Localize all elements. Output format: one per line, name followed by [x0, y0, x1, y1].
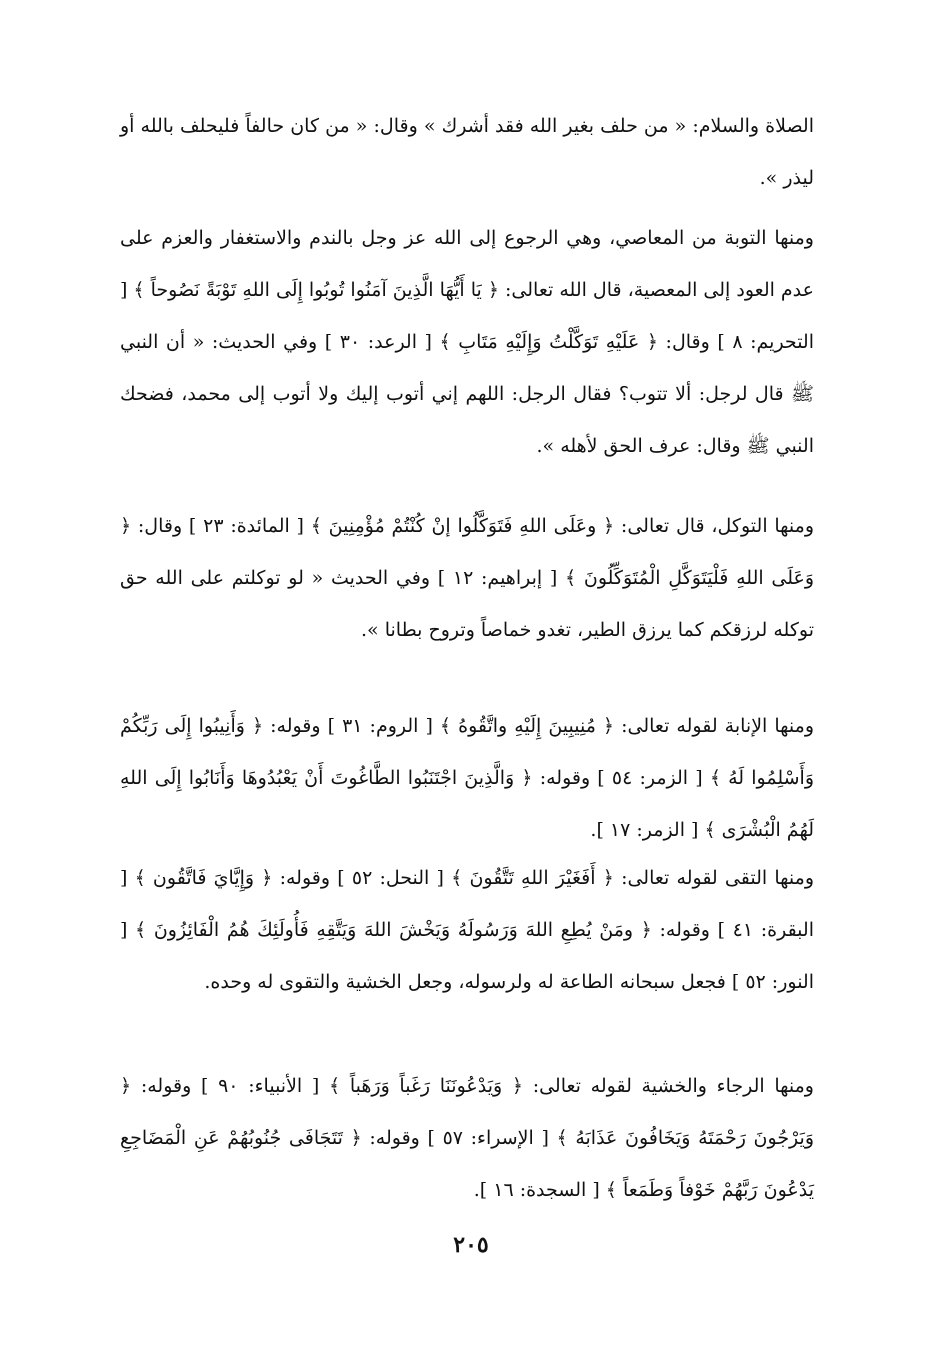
- paragraph-piety: ومنها التقى لقوله تعالى: ﴿ أَفَغَيْرَ اللهِ تَتَّقُونَ ﴾ [ النحل: ٥٢ ] وقوله: ﴿ وَإِيَّايَ فَاتَّقُون ﴾ [ البقرة: ٤١ ] وقوله: ﴿ ومَنْ يُطِعِ اللهَ وَرَسُولَهُ وَيَخْشَ اللهَ وَيَتَّقِهِ فَأُولَئِكَ هُمُ الْفَائِزُونَ ﴾ [ النور: ٥٢ ] فجعل سبحانه الطاعة له ولرسوله، وجعل الخشية والتقوى له وحده.: [120, 867, 814, 993]
- paragraph-reliance: ومنها التوكل، قال تعالى: ﴿ وعَلَى اللهِ فَتَوَكَّلُوا إنْ كُنْتُمْ مُؤْمِنِينَ ﴾ [ المائدة: ٢٣ ] وقال: ﴿ وَعَلَى اللهِ فَلْيَتَوَكَّلِ الْمُتَوَكِّلُونَ ﴾ [ إبراهيم: ١٢ ] وفي الحديث « لو توكلتم على الله حق توكله لرزقكم كما يرزق الطير، تغدو خماصاً وتروح بطانا ».: [120, 515, 815, 641]
- paragraph-oath-hadith: الصلاة والسلام: « من حلف بغير الله فقد أشرك » وقال: « من كان حالفاً فليحلف بالله أو ليذر ».: [120, 115, 814, 189]
- page-number: ٢٠٥: [453, 1232, 489, 1258]
- paragraph-turning-back: ومنها الإنابة لقوله تعالى: ﴿ مُنِيبِينَ إِلَيْهِ واتَّقُوهُ ﴾ [ الروم: ٣١ ] وقوله: ﴿ وَأَنِيبُوا إِلَى رَبِّكُمْ وَأَسْلِمُوا لَهُ ﴾ [ الزمر: ٥٤ ] وقوله: ﴿ وَالَّذِينَ اجْتَنَبُوا الطَّاغُوتَ أَنْ يَعْبُدُوهَا وَأَنَابُوا إِلَى اللهِ لَهُمُ الْبُشْرَى ﴾ [ الزمر: ١٧ ].: [120, 715, 815, 841]
- paragraph-repentance: ومنها التوبة من المعاصي، وهي الرجوع إلى الله عز وجل بالندم والاستغفار والعزم على عدم العود إلى المعصية، قال الله تعالى: ﴿ يَا أَيُّهَا الَّذِينَ آمَنُوا تُوبُوا إِلَى اللهِ تَوْبَةً نَصُوحاً ﴾ [ التحريم: ٨ ] وقال: ﴿ عَلَيْهِ تَوَكَّلْتُ وَإِلَيْهِ مَتَابِ ﴾ [ الرعد: ٣٠ ] وفي الحديث: « أن النبي ﷺ قال لرجل: ألا تتوب؟ فقال الرجل: اللهم إني أتوب إليك ولا أتوب إلى محمد، فضحك النبي ﷺ وقال: عرف الحق لأهله ».: [119, 227, 814, 457]
- paragraph-hope-fear: ومنها الرجاء والخشية لقوله تعالى: ﴿ وَيَدْعُونَنَا رَغَباً وَرَهَباً ﴾ [ الأنبياء: ٩٠ ] وقوله: ﴿ وَيَرْجُونَ رَحْمَتَهُ وَيَخَافُونَ عَذَابَهُ ﴾ [ الإسراء: ٥٧ ] وقوله: ﴿ تَتَجَافَى جُنُوبُهُمْ عَنِ الْمَضَاجِعِ يَدْعُونَ رَبَّهُمْ خَوْفاً وَطَمَعاً ﴾ [ السجدة: ١٦ ].: [120, 1075, 815, 1201]
